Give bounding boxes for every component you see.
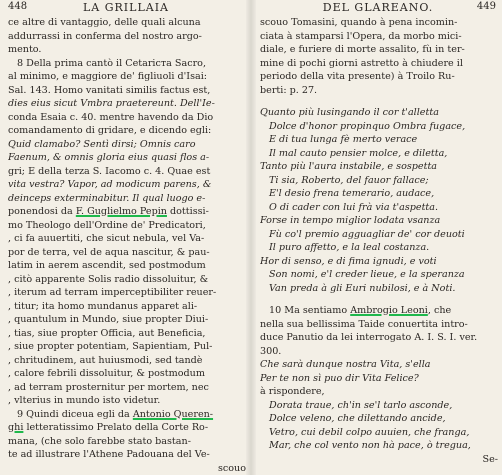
text-line: berti: p. 27. — [260, 84, 318, 96]
text-line: , quantulum in Mundo, siue propter Diui- — [8, 314, 209, 325]
text-line: dies eius sicut Vmbra praetereunt. Dell'Ie- — [8, 98, 215, 109]
text-line: Il puro affetto, e la leal costanza. — [269, 242, 430, 253]
text-line: Fù co'l premio agguagliar de' cor deuoti — [269, 228, 465, 240]
text-line: E di tua lunga fè merto verace — [269, 134, 418, 145]
text-line: 300. — [260, 345, 282, 357]
text-line: por de terra, vel de aqua nascitur, & pau- — [8, 246, 210, 258]
text-line: Dolce d'honor propinquo Ombra fugace, — [269, 120, 466, 132]
text-line: 9 Quindi diceua egli da Antonio Queren- — [17, 408, 214, 420]
text-line: Se- — [482, 453, 498, 465]
text-line: mine di pochi giorni astretto à chiudere il — [260, 57, 463, 69]
text-line — [260, 295, 498, 304]
right-page-header — [260, 1, 496, 15]
underlined-name: Antonio Queren- — [132, 408, 214, 420]
text-line: gri; E della terza S. Iacomo c. 4. Quae est — [8, 165, 211, 177]
text-line: addurrassi in conferma del nostro argo- — [8, 30, 202, 42]
text-line: diale, e furiere di morte assalito, fù in ter- — [260, 44, 465, 55]
left-running-head: LA GRILLAIA — [82, 1, 169, 14]
text-line: ghi letteratissimo Prelato della Corte Ro- — [8, 422, 209, 433]
text-line: nella sua bellissima Taide conuertita intro- — [260, 318, 468, 330]
text-line: , tias, siue propter Officia, aut Beneficia, — [8, 327, 206, 339]
underlined-name: F. Guglielmo Pepin — [75, 206, 167, 217]
right-running-head: DEL GLAREANO. — [322, 1, 434, 14]
text-line: Tanto più l'aura instabile, e sospetta — [260, 161, 438, 172]
text-line: ponendosi da F. Guglielmo Pepin dottissi- — [8, 206, 209, 217]
text-line: ce altre di vantaggio, delle quali alcuna — [8, 17, 201, 28]
right-page-text — [260, 16, 498, 466]
text-line: , vlterius in mundo isto videtur. — [8, 395, 161, 406]
right-page-number: 449 — [476, 1, 496, 12]
text-line: E'l desio frena temerario, audace, — [269, 188, 435, 199]
text-line: scouo Tomasini, quando à pena incomin- — [260, 17, 458, 28]
text-line: , titur; ita homo mundanus apparet ali- — [8, 300, 198, 312]
text-line: à rispondere, — [260, 386, 325, 397]
text-line: mento. — [8, 44, 42, 55]
text-line: duce Panutio da lei interrogato A. I. S. I. ver. — [260, 332, 478, 343]
text-line: , citò apparente Solis radio dissoluitur, & — [8, 273, 209, 285]
text-line: scouo — [217, 462, 246, 474]
text-line: O di cader con lui frà via t'aspetta. — [269, 201, 439, 213]
text-line: al minimo, e maggiore de' figliuoli d'Isai: — [8, 71, 208, 82]
text-line: Quid clamabo? Sentì dirsi; Omnis caro — [8, 138, 196, 150]
text-line: Dolce veleno, che dilettando ancide, — [269, 413, 446, 424]
text-line: , ci fa auuertiti, che sicut nebula, vel Va- — [8, 233, 205, 244]
text-line: Sal. 143. Homo vanitati similis factus est, — [8, 84, 211, 96]
text-line: periodo della vita presente) à Troilo Ru- — [260, 71, 455, 82]
left-page-number: 448 — [8, 1, 28, 12]
text-line: latim in aerem ascendit, sed postmodum — [8, 260, 206, 271]
right-page — [252, 0, 502, 475]
text-line: , iterum ad terram imperceptibiliter reuer- — [8, 287, 217, 298]
text-line: Quanto più lusingando il cor t'alletta — [260, 107, 439, 118]
text-line: , chritudinem, aut huiusmodi, sed tandè — [8, 354, 203, 366]
underlined-name: Ambrogio Leoni — [350, 305, 428, 316]
text-line: Che sarà dunque nostra Vita, s'ella — [260, 359, 431, 370]
text-line: te ad illustrare l'Athene Padouana del Ve- — [8, 449, 210, 460]
text-line: Mar, che col vento non hà pace, ò tregua, — [269, 440, 471, 451]
text-line: 10 Ma sentiamo Ambrogio Leoni, che — [269, 305, 452, 316]
text-line: Per te non sì puo dir Vita Felice? — [260, 372, 419, 384]
text-line: Hor di senso, e di fima ignudi, e voti — [260, 255, 437, 267]
text-line: comandamento di gridare, e dicendo egli: — [8, 125, 212, 136]
left-page — [0, 0, 250, 475]
text-line: conda Esaia c. 40. mentre havendo da Dio — [8, 111, 214, 123]
text-line: , siue propter potentiam, Sapientiam, Pul- — [8, 341, 213, 352]
text-line: Faenum, & omnis gloria eius quasi flos a- — [8, 152, 210, 163]
text-line: , ad terram prosternitur per mortem, nec — [8, 381, 209, 393]
text-line: vita vestra? Vapor, ad modicum parens, & — [8, 179, 212, 190]
text-line: mana, (che solo farebbe stato bastan- — [8, 435, 191, 447]
text-line: deinceps exterminabitur. Il qual luogo e- — [8, 192, 206, 204]
text-line: ciata à stamparsi l'Opera, da morbo mici- — [260, 30, 462, 42]
text-line: Il mal cauto pensier molce, e diletta, — [269, 147, 448, 159]
text-line: Dorata traue, ch'in se'l tarlo asconde, — [269, 399, 453, 411]
left-page-header — [8, 1, 244, 15]
text-line: mo Theologo dell'Ordine de' Predicatori, — [8, 219, 206, 231]
text-line: , calore febrili dissoluitur, & postmodum — [8, 368, 205, 379]
text-line: Forse in tempo miglior lodata vsanza — [260, 215, 441, 226]
text-line: Vetro, cui debil colpo auuien, che franga, — [269, 426, 470, 438]
text-line — [260, 97, 498, 106]
text-line: Van preda à gli Euri nubilosi, e à Noti. — [269, 282, 456, 294]
text-line: 8 Della prima cantò il Cetariста Sacro, — [17, 57, 207, 69]
left-page-text — [8, 16, 246, 475]
underlined-name: ghi — [8, 422, 24, 433]
text-line: Son nomi, e'l creder lieue, e la speranza — [269, 269, 465, 280]
text-line: Ti sia, Roberto, del fauor fallace; — [269, 174, 429, 186]
